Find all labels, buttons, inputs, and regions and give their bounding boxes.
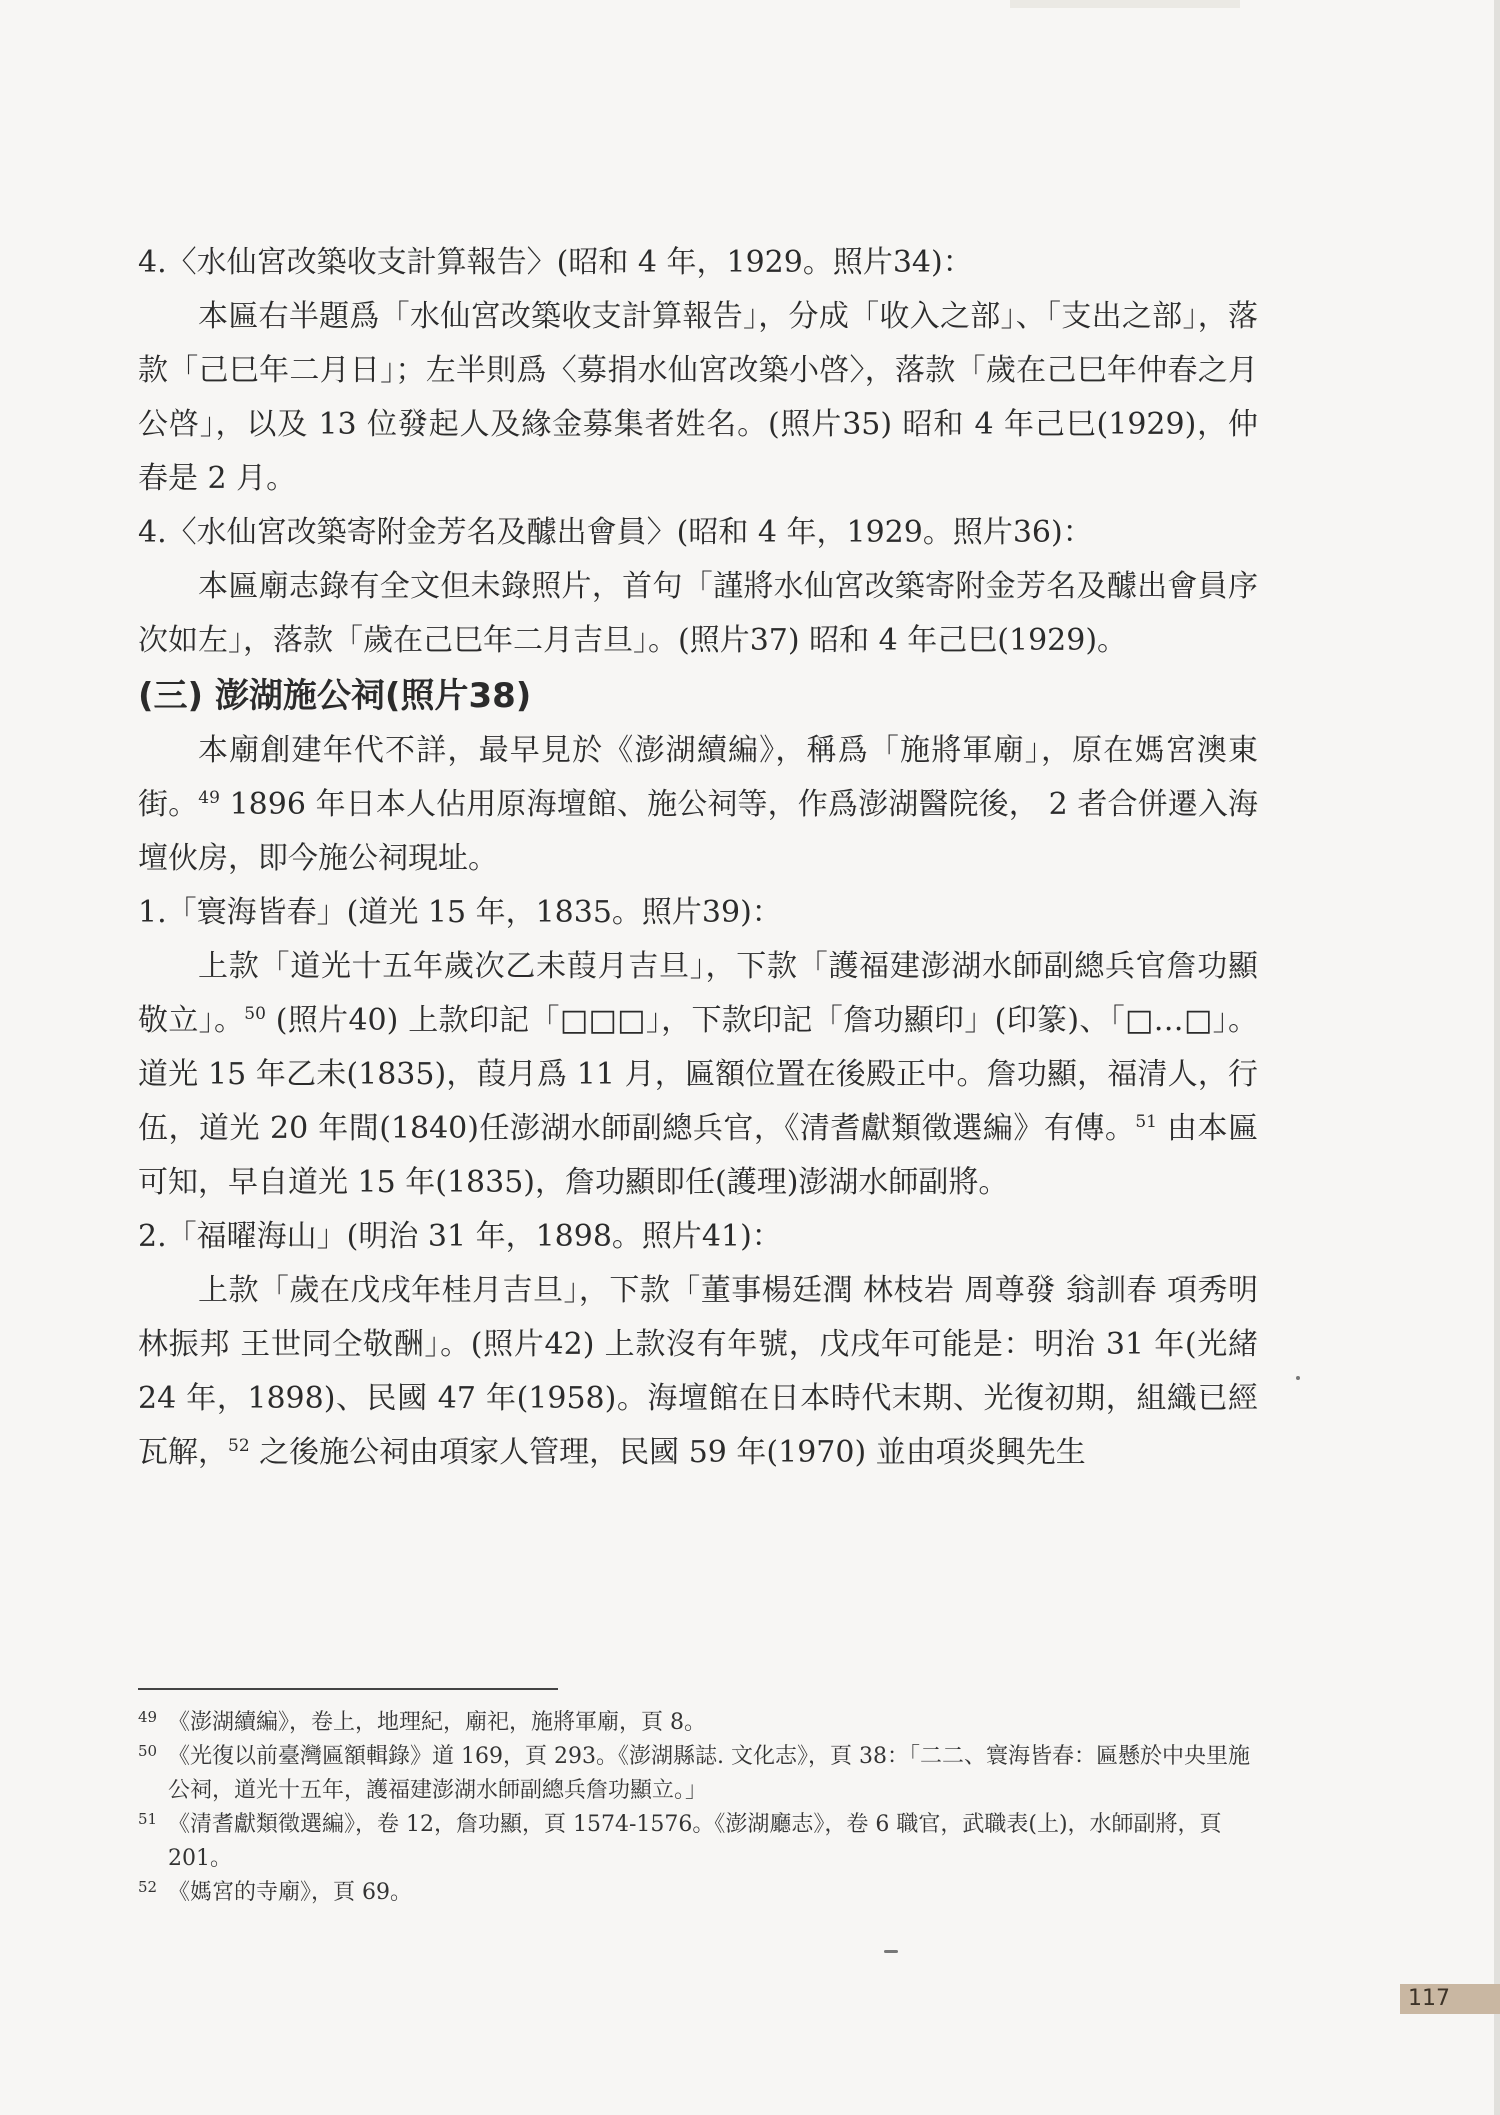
footnote-text: 《媽宮的寺廟》，頁 69。 — [168, 1880, 412, 1905]
footnote — [138, 1706, 1258, 1740]
footnote-text: 《澎湖續編》，卷上，地理紀，廟祀，施將軍廟，頁 8。 — [168, 1710, 706, 1735]
list-item-heading: 2.「福曜海山」(明治 31 年，1898。照片41)： — [138, 1219, 782, 1254]
main-text — [138, 236, 1258, 1480]
paragraph-text: 上款「歲在戊戌年桂月吉旦」，下款「董事楊廷潤 林枝岩 周尊發 翁訓春 項秀明 林振邦 王世同仝敬酬」。(照片42) 上款沒有年號，戊戌年可能是：明治 31 年(光緒 24 年，1898)、民國 47 年(1958)。海壇館在日本時代末期、光復初期，組織已經瓦解， — [138, 1273, 1258, 1470]
paragraph-text: 本廟創建年代不詳，最早見於《澎湖續編》，稱爲「施將軍廟」，原在媽宮澳東街。 — [138, 733, 1258, 822]
list-item-heading: 1.「寰海皆春」(道光 15 年，1835。照片39)： — [138, 895, 782, 930]
footnote — [138, 1876, 1258, 1910]
section-heading: (三) 澎湖施公祠(照片38) — [138, 676, 532, 716]
page-number-tab — [1400, 1984, 1500, 2014]
page-number: 117 — [1408, 1986, 1450, 2011]
paragraph: 本匾右半題爲「水仙宮改築收支計算報告」，分成「收入之部」、「支出之部」，落款「己巳年二月日」；左半則爲〈募捐水仙宮改築小啓〉，落款「歲在己巳年仲春之月公啓」，以及 13 位發起人及緣金募集者姓名。(照片35) 昭和 4 年己巳(1929)，仲春是 2 月。 — [138, 299, 1258, 496]
scan-speck — [1296, 1376, 1300, 1380]
footnote-ref[interactable]: 52 — [228, 1436, 250, 1456]
scan-speck — [884, 1950, 898, 1953]
footnote-ref[interactable]: 50 — [244, 1004, 266, 1024]
paragraph — [138, 940, 1258, 1210]
paragraph-text: 之後施公祠由項家人管理，民國 59 年(1970) 並由項炎興先生 — [249, 1435, 1086, 1470]
footnote-ref[interactable]: 51 — [1135, 1112, 1157, 1132]
paragraph — [138, 1264, 1258, 1480]
footnote-number: 49 — [138, 1708, 158, 1726]
footnote-text: 《光復以前臺灣匾額輯錄》道 169，頁 293。《澎湖縣誌. 文化志》，頁 38：「二二、寰海皆春：匾懸於中央里施公祠，道光十五年，護福建澎湖水師副總兵詹功顯立。」 — [168, 1744, 1250, 1803]
footnote — [138, 1740, 1258, 1808]
footnote-number: 51 — [138, 1810, 158, 1828]
footnote-number: 52 — [138, 1878, 158, 1896]
paragraph-text: 上款「道光十五年歲次乙未葭月吉旦」，下款「護福建澎湖水師副總兵官詹功顯敬立」。 — [138, 949, 1258, 1038]
paragraph — [138, 724, 1258, 886]
list-item-heading: 4.〈水仙宮改築收支計算報告〉(昭和 4 年，1929。照片34)： — [138, 245, 973, 280]
footnotes — [138, 1706, 1258, 1910]
footnote-number: 50 — [138, 1742, 158, 1760]
paragraph-text: (照片40) 上款印記「□□□」，下款印記「詹功顯印」(印篆)、「□…□」。道光 15 年乙未(1835)，葭月爲 11 月，匾額位置在後殿正中。詹功顯，福清人，行伍，道光 20 年間(1840)任澎湖水師副總兵官，《清耆獻類徵選編》有傳。 — [138, 1003, 1258, 1146]
footnote-text: 《清耆獻類徵選編》，卷 12，詹功顯，頁 1574-1576。《澎湖廳志》，卷 6 職官，武職表(上)，水師副將，頁 201。 — [168, 1812, 1222, 1871]
paragraph: 本匾廟志錄有全文但未錄照片，首句「謹將水仙宮改築寄附金芳名及醵出會員序次如左」，落款「歲在己巳年二月吉旦」。(照片37) 昭和 4 年己巳(1929)。 — [138, 569, 1258, 658]
footnote-ref[interactable]: 49 — [198, 788, 220, 808]
paragraph-text: 1896 年日本人佔用原海壇館、施公祠等，作爲澎湖醫院後， 2 者合併遷入海壇伙房，即今施公祠現址。 — [138, 787, 1259, 876]
scan-artifact — [1010, 0, 1240, 8]
list-item-heading: 4.〈水仙宮改築寄附金芳名及醵出會員〉(昭和 4 年，1929。照片36)： — [138, 515, 1093, 550]
footnote-divider — [138, 1688, 558, 1690]
page-edge — [1494, 0, 1500, 2115]
paragraph-text: 由本匾可知，早自道光 15 年(1835)，詹功顯即任(護理)澎湖水師副將。 — [138, 1111, 1258, 1200]
footnote — [138, 1808, 1258, 1876]
